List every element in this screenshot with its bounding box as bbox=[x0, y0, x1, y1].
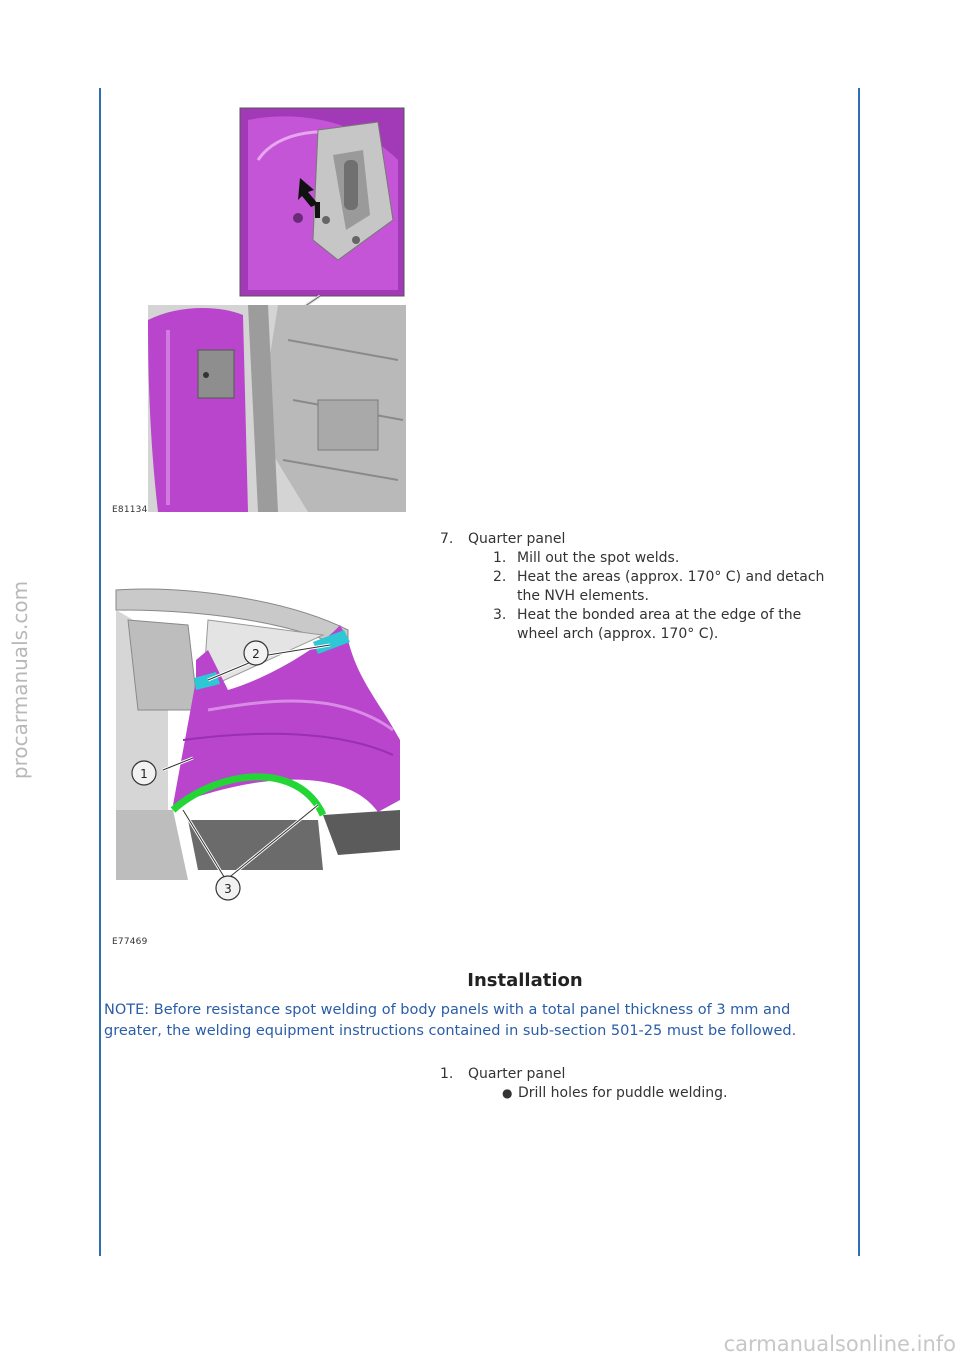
figure-code-1: E81134 bbox=[112, 505, 148, 515]
removal-substep: 3. Heat the bonded area at the edge of the wheel arch (approx. 170° C). bbox=[493, 607, 802, 642]
right-margin-rule bbox=[858, 88, 860, 1256]
figure-spot-welds bbox=[108, 100, 408, 520]
removal-substep: 1. Mill out the spot welds. bbox=[493, 550, 680, 566]
removal-step-title: 7. Quarter panel bbox=[440, 531, 566, 547]
figure-code-2: E77469 bbox=[112, 937, 148, 947]
removal-step bbox=[440, 530, 847, 644]
figure-quarter-panel-illustration bbox=[108, 580, 408, 920]
bottom-watermark: carmanualsonline.info bbox=[723, 1332, 956, 1356]
callout-label-1: 1 bbox=[140, 767, 148, 781]
installation-note: NOTE: Before resistance spot welding of body panels with a total panel thickness of 3 mm and greater, the welding equipment instructions contained in sub-section 501-25 must be followed. bbox=[104, 1002, 797, 1039]
installation-bullet: ● Drill holes for puddle welding. bbox=[502, 1085, 728, 1101]
figure-quarter-panel bbox=[108, 580, 408, 920]
figure-spot-welds-illustration bbox=[108, 100, 408, 520]
removal-substep: 2. Heat the areas (approx. 170° C) and detach the NVH elements. bbox=[493, 569, 825, 604]
installation-step-number: 1. bbox=[440, 1066, 454, 1082]
bullet-icon: ● bbox=[502, 1086, 513, 1100]
removal-step-number: 7. bbox=[440, 531, 454, 547]
callout-label-3: 3 bbox=[224, 882, 232, 896]
side-watermark: procarmanuals.com bbox=[8, 580, 33, 780]
installation-step-title: 1. Quarter panel bbox=[440, 1066, 566, 1082]
section-heading-installation: Installation bbox=[467, 970, 583, 991]
installation-step bbox=[440, 1065, 727, 1103]
callout-label-2: 2 bbox=[252, 647, 260, 661]
left-margin-rule bbox=[99, 88, 101, 1256]
